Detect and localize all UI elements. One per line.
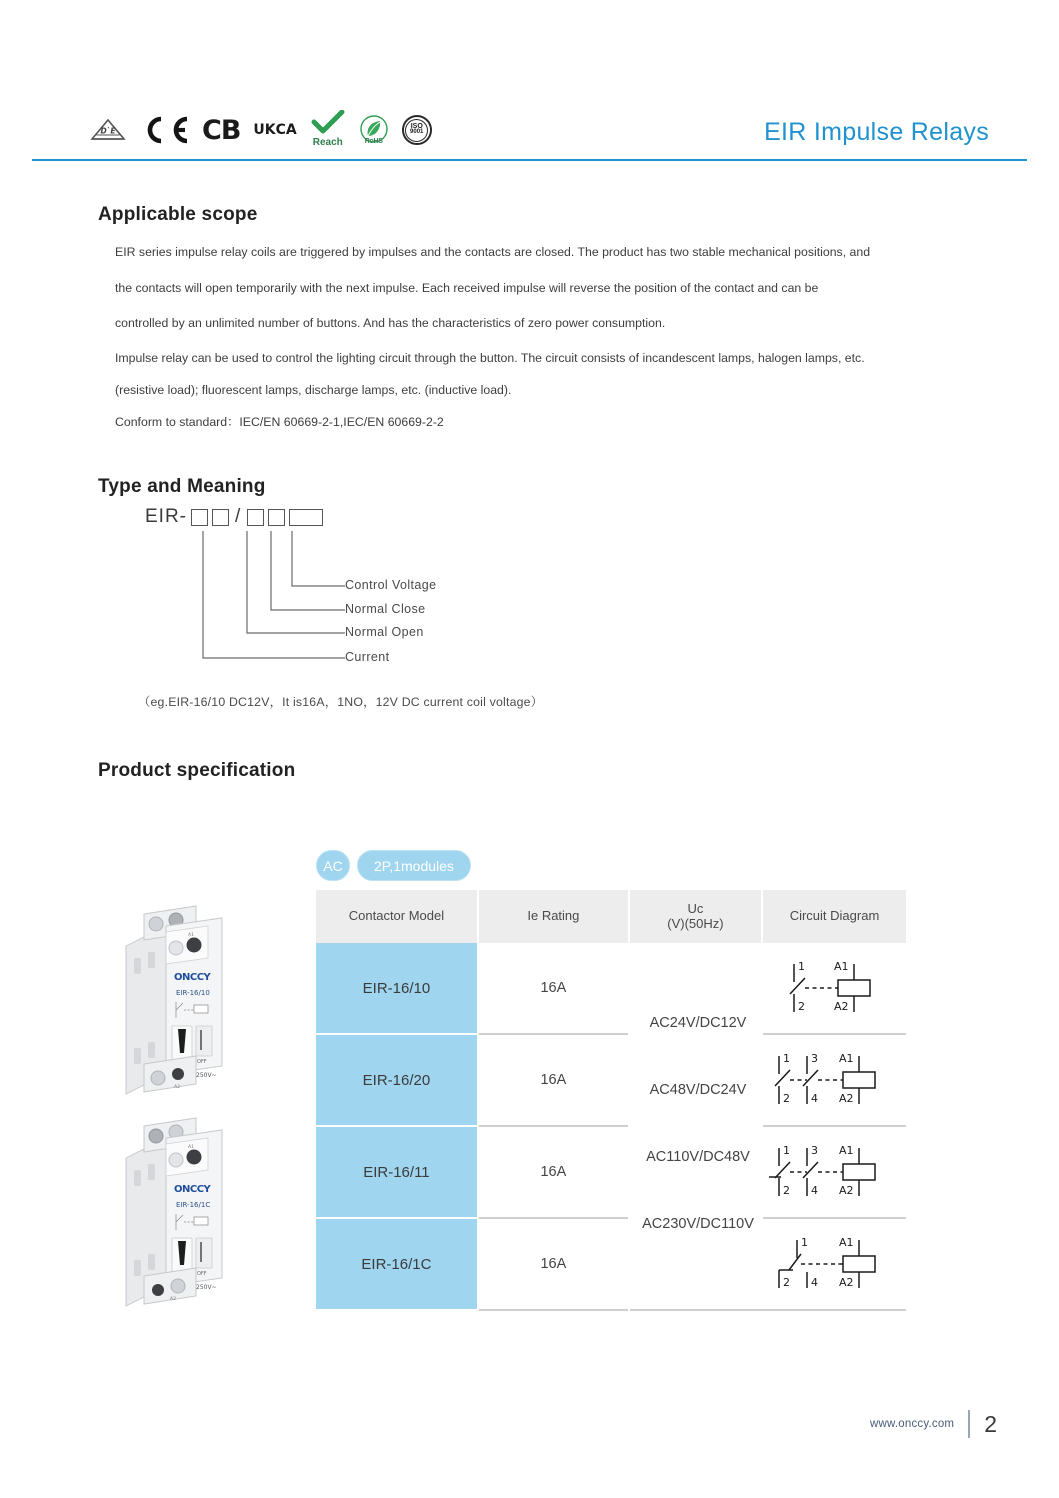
svg-text:A1: A1 (188, 1145, 194, 1150)
table-row (316, 1127, 906, 1219)
cell-circuit-diagram (763, 1035, 906, 1127)
ce-certification-icon (141, 115, 189, 145)
svg-text:2: 2 (782, 1184, 790, 1197)
cell-model: EIR-16/11 (316, 1127, 477, 1219)
applicable-scope-heading: Applicable scope (98, 204, 258, 225)
svg-text:4: 4 (810, 1092, 818, 1105)
scope-paragraph-5: (resistive load); fluorescent lamps, discharge lamps, etc. (inductive load). (115, 383, 512, 397)
uc-value-3: AC110V/DC48V (646, 1149, 750, 1165)
cb-certification-icon: CB (202, 114, 241, 146)
svg-text:D`E: D`E (100, 126, 116, 136)
svg-text:A1: A1 (838, 1052, 854, 1065)
uc-bottom-divider (632, 1309, 764, 1311)
uc-value-2: AC48V/DC24V (649, 1082, 747, 1098)
table-header-row (316, 890, 906, 943)
svg-text:250V~: 250V~ (196, 1072, 217, 1079)
svg-text:1: 1 (782, 1052, 790, 1065)
cell-rating: 16A (479, 1127, 628, 1219)
circuit-diagram-1no-1nc (767, 1140, 902, 1204)
cell-circuit-diagram (763, 1127, 906, 1219)
cell-circuit-diagram (763, 943, 906, 1035)
scope-paragraph-4: Impulse relay can be used to control the lighting circuit through the button. The circuit consists of incandescent lamps, halogen lamps, etc. (115, 351, 865, 365)
table-row (316, 1035, 906, 1127)
page-title: EIR Impulse Relays (764, 118, 989, 146)
svg-text:3: 3 (810, 1052, 818, 1065)
svg-text:3: 3 (810, 1144, 818, 1157)
specification-table (316, 890, 906, 1311)
svg-text:A1: A1 (833, 960, 849, 973)
rohs-label: RoHS (364, 138, 383, 145)
table-row (316, 943, 906, 1035)
svg-text:OFF: OFF (197, 1271, 207, 1277)
iso-certification-icon (402, 115, 432, 145)
product-specification-heading: Product specification (98, 760, 296, 781)
svg-text:A2: A2 (174, 1085, 180, 1090)
vde-certification-icon (88, 116, 128, 144)
svg-text:A2: A2 (838, 1184, 854, 1197)
svg-text:EIR-16/1C: EIR-16/1C (176, 1201, 211, 1209)
svg-text:4: 4 (810, 1184, 818, 1197)
svg-text:A1: A1 (188, 933, 194, 938)
scope-paragraph-1: EIR series impulse relay coils are triggered by impulses and the contacts are closed. The product has two stable mechanical positions, and (115, 245, 871, 259)
svg-text:OFF: OFF (197, 1059, 207, 1065)
header-divider (32, 159, 1027, 161)
column-header-uc-line1: Uc (687, 900, 704, 916)
column-header-uc-line2: (V)(50Hz) (667, 915, 724, 931)
circuit-diagram-2no (767, 1048, 902, 1112)
type-designation-diagram (0, 498, 620, 718)
svg-text:1: 1 (797, 960, 805, 973)
cell-rating: 16A (479, 1219, 628, 1311)
cell-model: EIR-16/10 (316, 943, 477, 1035)
table-row (316, 1219, 906, 1311)
cell-rating: 16A (479, 943, 628, 1035)
legend-current: Current (345, 650, 390, 664)
svg-text:1: 1 (800, 1236, 808, 1249)
legend-normal-close: Normal Close (345, 602, 426, 616)
type-leader-lines (0, 498, 620, 718)
ukca-line-2: CA (275, 121, 297, 138)
scope-standards-line: Conform to standard：IEC/EN 60669-2-1,IEC/EN 60669-2-2 (115, 415, 444, 429)
type-example-note: （eg.EIR-16/10 DC12V，It is16A，1NO，12V DC current coil voltage） (138, 695, 544, 709)
scope-paragraph-3: controlled by an unlimited number of buttons. And has the characteristics of zero power consumption. (115, 316, 666, 330)
footer-website-url[interactable]: www.onccy.com (870, 1418, 955, 1430)
footer-page-number: 2 (984, 1410, 997, 1437)
reach-certification-icon (310, 113, 346, 147)
svg-text:A2: A2 (170, 1297, 176, 1302)
column-header-model: Contactor Model (316, 890, 477, 943)
cell-rating: 16A (479, 1035, 628, 1127)
svg-text:EIR-16/10: EIR-16/10 (176, 989, 210, 997)
product-photo-eir-16-1c (104, 1110, 294, 1310)
product-photo-eir-16-10 (104, 898, 294, 1098)
badge-ac: AC (316, 850, 350, 881)
reach-label: Reach (312, 137, 343, 148)
type-code-separator: / (235, 506, 242, 527)
badge-modules: 2P,1modules (357, 850, 471, 881)
iso-line-2: 9001 (410, 129, 424, 136)
circuit-diagram-1no (772, 956, 897, 1020)
svg-text:A1: A1 (838, 1144, 854, 1157)
spec-badges (316, 850, 471, 881)
svg-text:A1: A1 (838, 1236, 854, 1249)
column-header-rating: Ie Rating (479, 890, 628, 943)
column-header-diagram: Circuit Diagram (763, 890, 906, 943)
uc-merged-column (632, 943, 764, 1311)
iso-line-1: ISO (410, 123, 423, 131)
certification-logos (88, 108, 432, 152)
uc-value-1: AC24V/DC12V (649, 1015, 747, 1031)
scope-paragraph-2: the contacts will open temporarily with the next impulse. Each received impulse will reverse the position of the contact and can be (115, 281, 819, 295)
page-header (0, 0, 1059, 160)
svg-text:2: 2 (782, 1276, 790, 1289)
footer-divider (968, 1410, 970, 1438)
svg-text:2: 2 (782, 1092, 790, 1105)
svg-text:2: 2 (797, 1000, 805, 1013)
legend-normal-open: Normal Open (345, 625, 424, 639)
uc-value-4: AC230V/DC110V (642, 1216, 754, 1232)
svg-text:A2: A2 (838, 1276, 854, 1289)
svg-text:A2: A2 (833, 1000, 849, 1013)
page-footer (870, 1410, 997, 1438)
type-and-meaning-heading: Type and Meaning (98, 476, 266, 497)
svg-text:1: 1 (782, 1144, 790, 1157)
svg-text:ONCCY: ONCCY (174, 972, 211, 983)
column-header-uc (630, 890, 761, 943)
svg-text:4: 4 (810, 1276, 818, 1289)
cell-model: EIR-16/1C (316, 1219, 477, 1311)
svg-text:A2: A2 (838, 1092, 854, 1105)
cell-model: EIR-16/20 (316, 1035, 477, 1127)
ukca-line-1: UK (253, 121, 276, 138)
type-code-prefix: EIR- (145, 506, 187, 527)
svg-text:ONCCY: ONCCY (174, 1184, 211, 1195)
cell-circuit-diagram (763, 1219, 906, 1311)
legend-control-voltage: Control Voltage (345, 578, 437, 592)
table-body (316, 943, 906, 1311)
ukca-certification-icon (253, 121, 297, 138)
circuit-diagram-1co (767, 1232, 902, 1296)
rohs-certification-icon (359, 114, 389, 146)
svg-text:250V~: 250V~ (196, 1284, 217, 1291)
